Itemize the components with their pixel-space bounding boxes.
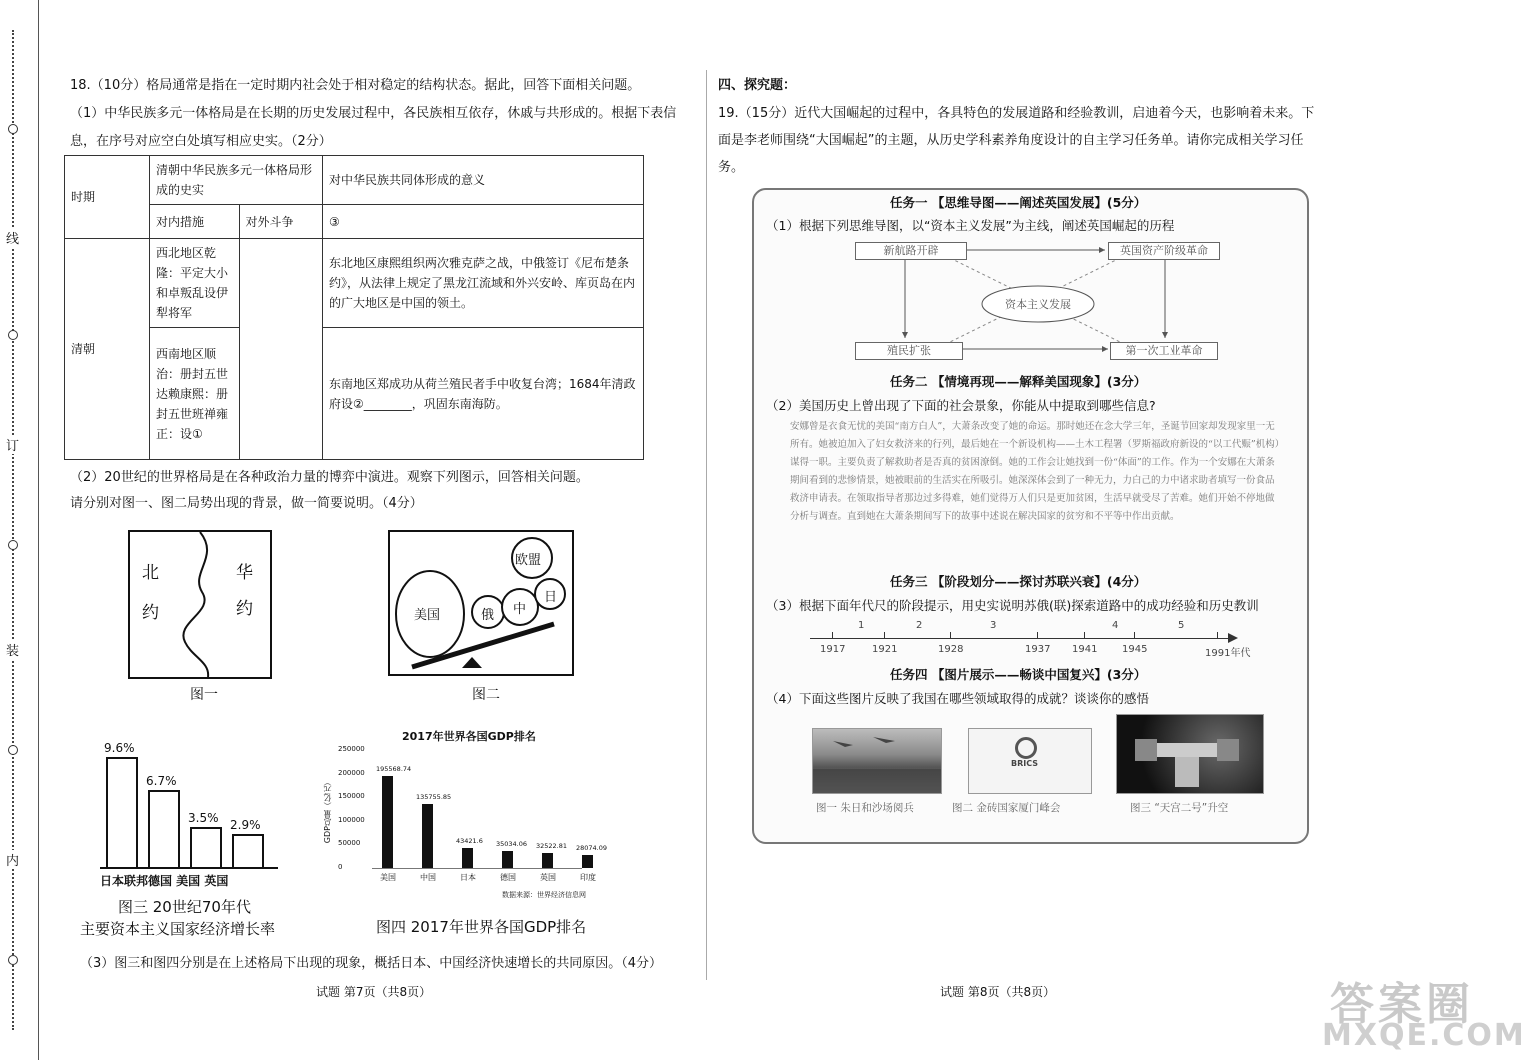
story-passage: 安娜曾是衣食无忧的美国“南方白人”，大萧条改变了她的命运。那时她还在念大学三年，圣诞节回家却发现家里一无所有。她被迫加入了妇女救济来的行列，最后她在一个新设机构——土木工程署（罗斯福政府新设的“以工代赈”机构）谋得一职。主要负责了解救助者是否真的贫困潦倒。她的工作会让她找到一份“体面”的工作。作为一个安娜在大萧条期间看到的悲惨情景，她被眼前的生活实在所吸引。她深深体会到了一种无力，力白己的力中诸求助者填写一份食品救济申请表。在领取指导者那边过多得难，她们觉得万人们只是更加贫困，生活早就受尽了苦难。她们开始不停地做分析与调查。直到她在大萧条期间写下的故事中述说在解决国家的贫穷和不平等中作出贡献。 [790, 421, 1280, 522]
task3-title: 任务三 【阶段划分——探讨苏联兴衰】(4分） [890, 574, 1147, 589]
header-external: 对外斗争 [239, 205, 322, 239]
label-china: 中 [513, 602, 527, 617]
label-usa: 美国 [414, 608, 441, 623]
fig4-category-label: 英国 [540, 873, 556, 882]
figure4-chart [320, 718, 608, 908]
timeline-tick [832, 632, 833, 639]
timeline-year: 1928 [938, 644, 964, 655]
fig4-ytick: 250000 [338, 745, 365, 753]
task3-question: （3）根据下面年代尺的阶段提示，用史实说明苏俄(联)探索道路中的成功经验和历史教训 [766, 598, 1259, 613]
fig4-category-label: 美国 [380, 873, 396, 882]
watermark-url: MXQE.COM [1322, 1018, 1526, 1053]
timeline-arrow [1228, 633, 1238, 643]
cell-northwest: 西北地区乾隆：平定大小和卓叛乱设伊犁将军 [150, 239, 240, 328]
q19-line2: 面是李老师围绕“大国崛起”的主题，从历史学科素养角度设计的自主学习任务单。请你完成相关学习任 [718, 133, 1304, 148]
timeline-year: 1941 [1072, 644, 1098, 655]
timeline-segment-label: 1 [858, 620, 865, 631]
fig4-category-label: 中国 [420, 873, 436, 882]
fig4-value-label: 32522.81 [536, 841, 568, 850]
label-nato-2: 约 [142, 603, 159, 623]
binding-label: 订 [6, 435, 19, 454]
timeline-segment-label: 2 [916, 620, 923, 631]
label-warsaw-1: 华 [236, 563, 253, 583]
timeline-axis [810, 638, 1230, 639]
q18-2-line1: （2）20世纪的世界格局是在各种政治力量的博弈中演进。观察下列图示，回答相关问题。 [70, 470, 589, 485]
fig4-category-label: 德国 [500, 873, 516, 882]
fig4-category-label: 日本 [460, 873, 476, 882]
space-station-icon [1117, 715, 1263, 793]
task1-title: 任务一 【思维导图——阐述英国发展】(5分） [890, 195, 1147, 210]
q18-title: 18.（10分）格局通常是指在一定时期内社会处于相对稳定的结构状态。据此，回答下面相关问题。 [70, 78, 641, 93]
qing-table [64, 155, 644, 460]
figure3-caption2: 主要资本主义国家经济增长率 [80, 920, 276, 938]
label-warsaw-2: 约 [236, 599, 253, 619]
timeline-segment-label: 3 [990, 620, 997, 631]
photo-caption-3: 图三 “天宫二号”升空 [1130, 802, 1229, 814]
photo-parade [812, 728, 942, 794]
figure3-chart [100, 735, 280, 870]
cell-southwest: 西南地区顺治：册封五世达赖康熙：册封五世班禅雍正：设① [150, 328, 240, 460]
brics-logo-text: BRICS [1011, 759, 1039, 768]
fig4-ytick: 50000 [338, 839, 361, 848]
timeline-segment-label: 5 [1178, 620, 1185, 631]
page-divider [706, 70, 707, 980]
task1-question: （1）根据下列思维导图，以“资本主义发展”为主线，阐述英国崛起的历程 [766, 218, 1175, 233]
hole-marker [8, 955, 18, 965]
mindmap-bourgeois-revolution: 英国资产阶级革命 [1108, 242, 1220, 260]
q19-line1: 19.（15分）近代大国崛起的过程中，各具特色的发展道路和经验教训，启迪着今天，也影响着未来。下 [718, 106, 1315, 121]
timeline-year: 1991年代 [1205, 648, 1251, 659]
period-qing: 清朝 [65, 239, 150, 460]
q19-line3: 务。 [718, 160, 745, 175]
q18-2-line2: 请分别对图一、图二局势出现的背景，做一简要说明。（4分） [70, 496, 423, 511]
task2-title: 任务二 【情境再现——解释美国现象】(3分） [890, 374, 1147, 389]
mindmap-capitalism: 资本主义发展 [1005, 298, 1071, 311]
fig4-value-label: 195568.74 [376, 764, 412, 773]
fig3-bar [106, 757, 138, 869]
hole-marker [8, 124, 18, 134]
binding-label: 线 [6, 228, 19, 247]
footer-page7: 试题 第7页（共8页） [316, 985, 432, 999]
fig4-ytick: 100000 [338, 815, 365, 824]
mindmap-colonial-expansion: 殖民扩张 [855, 342, 963, 360]
label-russia: 俄 [481, 608, 495, 623]
photo-caption-2: 图二 金砖国家厦门峰会 [952, 802, 1061, 814]
task4-title: 任务四 【图片展示——畅谈中国复兴】(3分） [890, 667, 1147, 682]
fig4-value-label: 43421.6 [456, 836, 483, 845]
hole-marker [8, 745, 18, 755]
timeline-tick [1134, 632, 1135, 639]
cell-external-empty [239, 239, 322, 460]
fig4-bar [502, 851, 513, 868]
timeline-year: 1945 [1122, 644, 1148, 655]
fig4-ytick: 200000 [338, 768, 365, 777]
blank-3: ③ [323, 205, 644, 239]
mindmap-new-routes: 新航路开辟 [855, 242, 967, 260]
figure2-caption: 图二 [472, 687, 500, 703]
fig4-category-label: 印度 [580, 873, 596, 882]
fig4-ytick: 150000 [338, 792, 365, 801]
fig4-value-label: 135755.85 [416, 792, 452, 801]
footer-page8: 试题 第8页（共8页） [940, 985, 1056, 999]
label-japan: 日 [544, 590, 558, 605]
figure4-caption: 图四 2017年世界各国GDP排名 [376, 918, 587, 936]
timeline-year: 1917 [820, 644, 846, 655]
parade-icon [813, 729, 941, 793]
timeline-tick [1037, 632, 1038, 639]
timeline-year: 1921 [872, 644, 898, 655]
binding-label: 装 [6, 640, 19, 659]
watermark-logo: 答案圈 [1330, 979, 1474, 1030]
header-period: 时期 [65, 156, 150, 239]
figure4-title: 2017年世界各国GDP排名 [402, 730, 536, 743]
fig4-bar [542, 853, 553, 868]
label-nato-1: 北 [142, 563, 159, 583]
header-facts: 清朝中华民族多元一体格局形成的史实 [150, 156, 323, 205]
figure4-ylabel: GDP总量（亿元） [323, 778, 332, 844]
figure3-categories: 日本联邦德国 美国 英国 [100, 874, 229, 888]
task2-question: （2）美国历史上曾出现了下面的社会景象，你能从中提取到哪些信息? [766, 398, 1156, 413]
task4-question: （4）下面这些图片反映了我国在哪些领域取得的成就？谈谈你的感悟 [766, 691, 1149, 706]
q18-3: （3）图三和图四分别是在上述格局下出现的现象，概括日本、中国经济快速增长的共同原因。（4分） [80, 956, 663, 971]
mindmap-industrial-revolution: 第一次工业革命 [1110, 342, 1218, 360]
hole-marker [8, 540, 18, 550]
fig3-value-label: 3.5% [188, 810, 219, 825]
q18-1-line2: 息，在序号对应空白处填写相应史实。（2分） [70, 134, 332, 149]
figure2-balance [388, 530, 574, 676]
binding-margin [0, 0, 39, 1060]
photo-caption-1: 图一 朱日和沙场阅兵 [816, 802, 914, 814]
fig3-bar [232, 834, 264, 869]
figure1-caption: 图一 [190, 687, 218, 703]
q18-1-line1: （1）中华民族多元一体格局是在长期的历史发展过程中，各民族相互依存，休戚与共形成的。根据下表信 [70, 106, 677, 121]
fig4-bar [462, 848, 473, 868]
figure1-map [128, 530, 272, 679]
fig4-value-label: 35034.06 [496, 840, 528, 849]
timeline-tick [950, 632, 951, 639]
fig3-value-label: 2.9% [230, 817, 261, 832]
fig4-bar [422, 804, 433, 868]
fig4-value-label: 28074.09 [576, 843, 608, 852]
figure3-caption1: 图三 20世纪70年代 [118, 898, 251, 916]
section-title: 四、探究题： [718, 78, 797, 93]
header-meaning: 对中华民族共同体形成的意义 [323, 156, 644, 205]
cut-line [12, 30, 14, 1030]
fig4-bar [382, 776, 393, 868]
binding-label: 内 [6, 850, 19, 869]
figure4-source: 数据来源：世界经济信息网 [502, 891, 586, 899]
cell-northeast: 东北地区康熙组织两次雅克萨之战，中俄签订《尼布楚条约》，从法律上规定了黑龙江流域和外兴安岭、库页岛在内的广大地区是中国的领土。 [323, 239, 644, 328]
fig4-ytick: 0 [338, 863, 343, 871]
fig3-value-label: 6.7% [146, 773, 177, 788]
cell-southeast: 东南地区郑成功从荷兰殖民者手中收复台湾；1684年清政府设②________，巩固东南海防。 [323, 328, 644, 460]
label-eu: 欧盟 [515, 553, 542, 568]
timeline-year: 1937 [1025, 644, 1051, 655]
fig3-bar [148, 790, 180, 869]
fig4-bar [582, 855, 593, 868]
fig3-value-label: 9.6% [104, 740, 135, 755]
fig3-bar [190, 827, 222, 869]
timeline-segment-label: 4 [1112, 620, 1119, 631]
timeline-tick [1084, 632, 1085, 639]
photo-tiangong [1116, 714, 1264, 794]
figure4-x-axis [372, 868, 582, 869]
photo-brics [968, 728, 1092, 794]
brics-logo-icon [1015, 737, 1037, 759]
header-internal: 对内措施 [150, 205, 240, 239]
hole-marker [8, 330, 18, 340]
x-axis [100, 867, 278, 869]
timeline-tick [1217, 632, 1218, 639]
timeline-tick [884, 632, 885, 639]
